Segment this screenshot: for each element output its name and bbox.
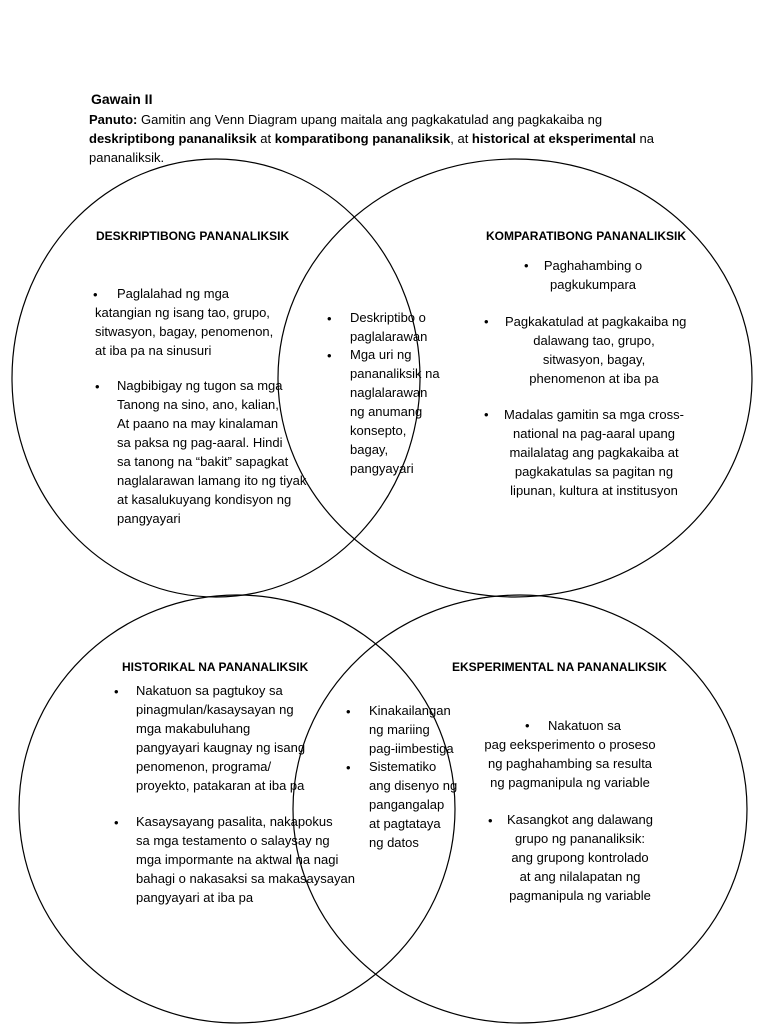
deskriptibo-item-1 (95, 284, 273, 360)
eksperimental-heading: EKSPERIMENTAL NA PANANALIKSIK (452, 660, 667, 674)
text-line: ng pagmanipula ng variable (490, 775, 650, 790)
bullet-dot: • (327, 348, 332, 363)
text-line: pangyayari (117, 511, 181, 526)
text-line: Mga uri ng (350, 347, 412, 362)
bullet-dot: • (346, 704, 351, 719)
instruction-part: , at (450, 131, 472, 146)
text-line: pangyayari kaugnay ng isang (136, 740, 306, 755)
shared-bottom-item-1 (369, 701, 454, 758)
text-line: ng anumang (350, 404, 423, 419)
text-line: ng paghahambing sa resulta (487, 756, 653, 771)
komparatibo-heading: KOMPARATIBONG PANANALIKSIK (486, 229, 686, 243)
text-line: naglalarawan lamang ito ng tiyak (117, 473, 307, 488)
deskriptibo-heading: DESKRIPTIBONG PANANALIKSIK (96, 229, 290, 243)
text-line: Paghahambing o (543, 258, 643, 273)
bullet-dot: • (95, 379, 100, 394)
instruction-bold: deskriptibong pananaliksik (89, 131, 257, 146)
bullet-dot: • (346, 760, 351, 775)
shared-item-1 (350, 308, 427, 346)
text-line: at kasalukuyang kondisyon ng (117, 492, 292, 507)
text-line: Madalas gamitin sa mga cross- (504, 407, 684, 422)
text-line: Pagkakatulad at pagkakaiba ng (505, 314, 687, 329)
text-line: ng datos (369, 835, 419, 850)
text-line: sitwasyon, bagay, (542, 352, 646, 367)
text-line: ang disenyo ng (369, 778, 458, 793)
text-line: penomenon, programa/ (136, 759, 272, 774)
text-line: Nagbibigay ng tugon sa mga (117, 378, 283, 393)
historikal-heading: HISTORIKAL NA PANANALIKSIK (122, 660, 309, 674)
text-line: lipunan, kultura at institusyon (510, 483, 678, 498)
text-line: katangian ng isang tao, grupo, (95, 305, 270, 320)
text-line: sitwasyon, bagay, penomenon, (95, 324, 274, 339)
text-line: Sistematiko (369, 759, 437, 774)
komparatibo-item-2 (505, 312, 687, 388)
bullet-dot: • (488, 813, 493, 828)
text-line: mga impormante na aktwal na nagi (136, 852, 339, 867)
instruction-label: Panuto: (89, 112, 138, 127)
bullet-dot: • (484, 407, 489, 422)
shared-item-2 (350, 345, 440, 478)
text-line: sa paksa ng pag-aaral. Hindi (117, 435, 283, 450)
text-line: sa tanong na “bakit” sapagkat (117, 454, 289, 469)
text-line: pagkukumpara (550, 277, 636, 292)
text-line: proyekto, patakaran at iba pa (136, 778, 305, 793)
komparatibo-item-1 (530, 256, 656, 294)
text-line: at iba pa na sinusuri (95, 343, 212, 358)
text-line: phenomenon at iba pa (529, 371, 659, 386)
text-line: pananaliksik na (350, 366, 440, 381)
text-line: Paglalahad ng mga (117, 286, 230, 301)
text-line: bahagi o nakasaksi sa makasaysayan (136, 871, 355, 886)
text-line: ang grupong kontrolado (511, 850, 649, 865)
bullet-dot: • (524, 258, 529, 273)
historikal-item-1 (136, 681, 305, 795)
bullet-dot: • (525, 718, 530, 733)
text-line: mailalatag ang pagkakaiba at (509, 445, 679, 460)
eksperimental-item-1 (480, 735, 660, 792)
instruction-bold: komparatibong pananaliksik (274, 131, 451, 146)
text-line: bagay, (350, 442, 389, 457)
text-line: at pagtataya (369, 816, 441, 831)
instruction-part: Gamitin ang Venn Diagram upang maitala ang pagkakatulad ang pagkakaiba ng (137, 112, 603, 127)
instruction-part: at (256, 131, 275, 146)
instruction-part: na pananaliksik. (89, 131, 655, 165)
shared-bottom-item-2 (369, 757, 457, 852)
text-line: naglalarawan (350, 385, 428, 400)
text-line: pag-iimbestiga (369, 741, 454, 756)
text-line: grupo ng pananaliksik: (514, 831, 646, 846)
text-line: pangangalap (369, 797, 445, 812)
text-line: Kasangkot ang dalawang (506, 812, 653, 827)
text-line: pangyayari at iba pa (136, 890, 254, 905)
text-line: At paano na may kinalaman (117, 416, 279, 431)
komparatibo-item-3 (500, 405, 688, 500)
bullet-dot: • (114, 684, 119, 699)
bullet-dot: • (93, 287, 98, 302)
instruction-bold: historical at eksperimental (471, 131, 636, 146)
text-line: pagmanipula ng variable (509, 888, 651, 903)
deskriptibo-item-2 (117, 376, 306, 528)
text-line: paglalarawan (350, 329, 428, 344)
text-line: pagkakatulas sa pagitan ng (514, 464, 674, 479)
text-line: pag eeksperimento o proseso (484, 737, 656, 752)
text-line: national na pag-aaral upang (513, 426, 675, 441)
text-line: sa mga testamento o salaysay ng (136, 833, 330, 848)
text-line: Deskriptibo o (350, 310, 426, 325)
text-line: dalawang tao, grupo, (533, 333, 655, 348)
text-line: pinagmulan/kasaysayan ng (136, 702, 294, 717)
eksperimental-item-2 (500, 810, 660, 905)
bullet-dot: • (484, 314, 489, 329)
text-line: Kasaysayang pasalita, nakapokus (136, 814, 333, 829)
activity-title: Gawain II (91, 91, 153, 107)
text-line: Kinakailangan (369, 703, 451, 718)
text-line: pangyayari (350, 461, 414, 476)
bullet-dot: • (114, 815, 119, 830)
text-line: Tanong na sino, ano, kalian, (117, 397, 279, 412)
text-line: Nakatuon sa pagtukoy sa (136, 683, 283, 698)
bullet-dot: • (327, 311, 332, 326)
text-line: ng mariing (369, 722, 430, 737)
eksperimental-item-1-line-1: Nakatuon sa (548, 718, 621, 733)
text-line: at ang nilalapatan ng (519, 869, 641, 884)
historikal-item-2 (136, 812, 355, 907)
text-line: mga makabuluhang (136, 721, 251, 736)
text-line: konsepto, (350, 423, 407, 438)
